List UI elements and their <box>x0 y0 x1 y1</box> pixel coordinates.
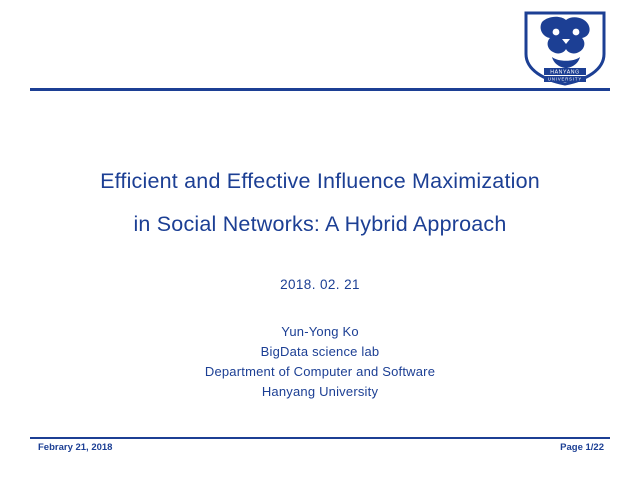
footer-date: Febrary 21, 2018 <box>38 442 113 453</box>
author-department: Department of Computer and Software <box>204 364 436 379</box>
title-line-2: in Social Networks: A Hybrid Approach <box>133 212 507 236</box>
hanyang-lion-logo-icon <box>522 10 608 86</box>
presentation-date: 2018. 02. 21 <box>280 277 360 292</box>
svg-text:UNIVERSITY: UNIVERSITY <box>547 76 583 82</box>
svg-text:HANYANG: HANYANG <box>550 69 580 76</box>
footer-divider <box>30 437 610 439</box>
author-name: Yun-Yong Ko <box>281 324 359 339</box>
author-lab: BigData science lab <box>260 344 380 359</box>
header-divider <box>30 88 610 91</box>
author-university: Hanyang University <box>261 384 379 399</box>
page-title <box>0 160 640 246</box>
title-line-1: Efficient and Effective Influence Maximization <box>100 169 540 193</box>
author-block <box>0 322 640 402</box>
footer-page-number: Page 1/22 <box>560 442 604 453</box>
